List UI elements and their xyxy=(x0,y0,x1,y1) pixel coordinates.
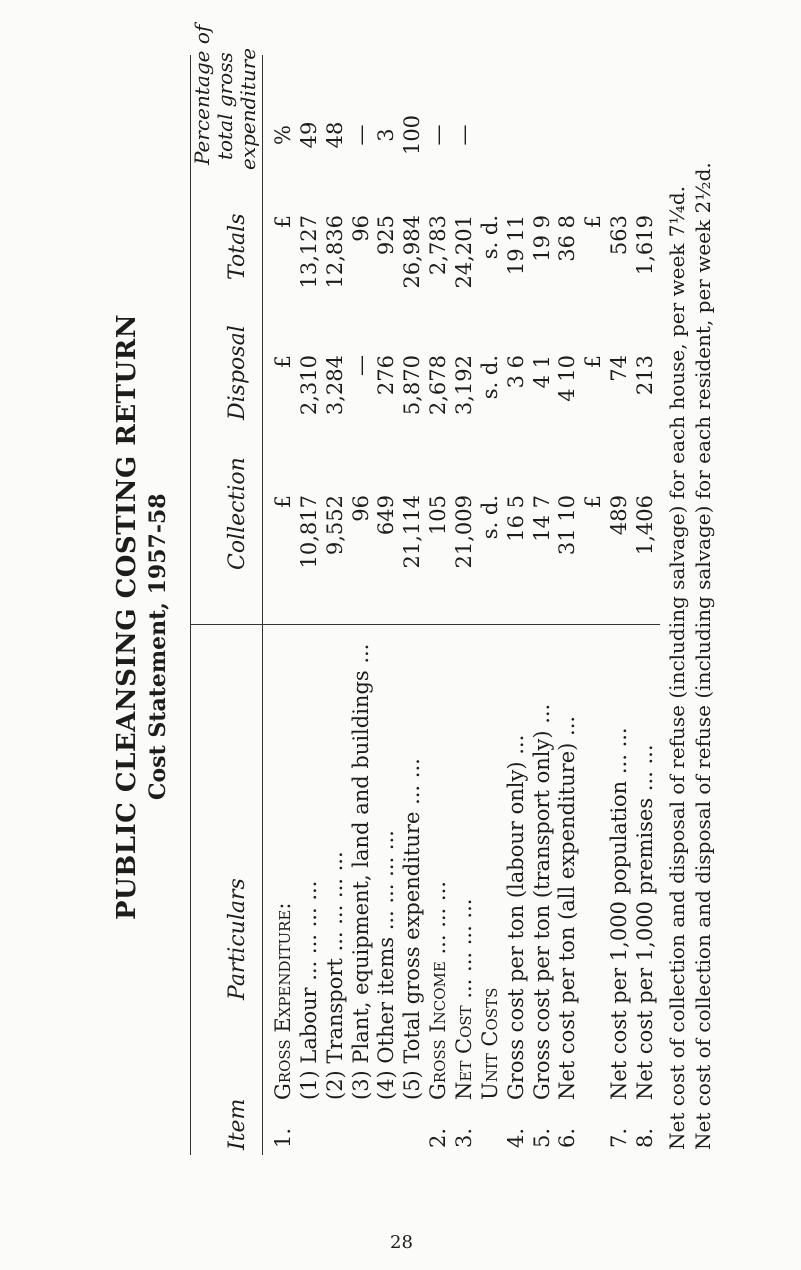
cell-totals: s. d. xyxy=(477,215,502,260)
footnote-resident: Net cost of collection and disposal of refuse (including salvage) for each resident, per week 2½d. xyxy=(691,162,715,1150)
header-collection: Collection xyxy=(225,457,250,570)
header-particulars: Particulars xyxy=(225,878,250,1000)
cell-collection: 31 10 xyxy=(555,495,580,556)
cell-collection: 16 5 xyxy=(503,495,528,542)
cell-totals: 1,619 xyxy=(633,215,657,276)
cell-percentage: 100 xyxy=(400,114,425,156)
cell-percentage: — xyxy=(348,124,373,146)
cell-disposal: 2,678 xyxy=(426,355,451,416)
cell-item: 5. xyxy=(529,1127,554,1148)
cell-label: Unit Costs xyxy=(477,987,502,1100)
header-item: Item xyxy=(225,1098,250,1150)
cell-totals: 19 11 xyxy=(503,215,528,276)
cell-disposal: 3,192 xyxy=(452,355,476,416)
cell-collection: 21,114 xyxy=(400,495,425,569)
cell-label: Gross cost per ton (labour only) ... xyxy=(503,734,528,1100)
cell-totals: 26,984 xyxy=(400,215,425,289)
cell-collection: 1,406 xyxy=(633,495,657,556)
cell-label: Gross Expenditure: xyxy=(271,902,295,1100)
cell-disposal: £ xyxy=(581,355,606,369)
cell-label: Net Cost ... ... ... ... xyxy=(452,898,476,1100)
cell-label: Gross Income ... ... ... xyxy=(426,881,451,1100)
cell-percentage: — xyxy=(452,124,476,146)
cell-collection: 489 xyxy=(607,495,632,536)
cell-disposal: £ xyxy=(271,355,295,369)
cell-disposal: 4 10 xyxy=(555,355,580,402)
cell-disposal: 3 6 xyxy=(503,355,528,389)
header-rule xyxy=(262,55,263,1155)
cell-totals: 563 xyxy=(607,215,632,256)
cell-totals: 13,127 xyxy=(296,215,321,289)
cell-totals: 19 9 xyxy=(529,215,554,262)
header-percentage-line1: Percentage of xyxy=(190,24,214,165)
cell-collection: 10,817 xyxy=(296,495,321,569)
cell-percentage: % xyxy=(271,125,295,145)
cell-label: (2) Transport ... ... ... ... xyxy=(322,851,347,1100)
cell-item: 4. xyxy=(503,1127,528,1148)
header-totals: Totals xyxy=(225,213,250,280)
cell-totals: 24,201 xyxy=(452,215,476,289)
cell-disposal: 2,310 xyxy=(296,355,321,416)
cell-item: 3. xyxy=(452,1127,476,1148)
header-percentage-line2: total gross xyxy=(213,52,237,160)
cell-percentage: — xyxy=(426,124,451,146)
document-subtitle: Cost Statement, 1957-58 xyxy=(145,493,171,800)
cell-collection: 649 xyxy=(374,495,399,536)
cell-totals: 36 8 xyxy=(555,215,580,262)
cell-collection: £ xyxy=(581,495,606,509)
page-number: 28 xyxy=(390,1232,413,1253)
cell-totals: 2,783 xyxy=(426,215,451,276)
footnote-house: Net cost of collection and disposal of refuse (including salvage) for each house, per week 7¼d. xyxy=(665,185,689,1150)
cell-percentage: 49 xyxy=(296,121,321,149)
cell-totals: 12,836 xyxy=(322,215,347,289)
cell-item: 1. xyxy=(271,1127,295,1148)
cell-item: 7. xyxy=(607,1127,632,1148)
cell-collection: 21,009 xyxy=(452,495,476,569)
cell-percentage: 48 xyxy=(322,121,347,149)
cell-item: 2. xyxy=(426,1127,451,1148)
header-percentage-line3: expenditure xyxy=(236,47,260,170)
cell-label: Net cost per 1,000 premises ... ... xyxy=(633,744,657,1100)
cell-disposal: 4 1 xyxy=(529,355,554,389)
document-title: PUBLIC CLEANSING COSTING RETURN xyxy=(112,313,142,920)
cell-percentage: 3 xyxy=(374,128,399,142)
cell-disposal: s. d. xyxy=(477,355,502,400)
cell-collection: 96 xyxy=(348,495,373,522)
cell-collection: 105 xyxy=(426,495,451,536)
table-top-rule xyxy=(190,55,191,1155)
cell-collection: 9,552 xyxy=(322,495,347,556)
cell-label: (3) Plant, equipment, land and buildings ... xyxy=(348,643,373,1100)
cell-collection: £ xyxy=(271,495,295,509)
cell-disposal: 3,284 xyxy=(322,355,347,416)
cell-collection: s. d. xyxy=(477,495,502,540)
cell-totals: £ xyxy=(581,215,606,229)
column-divider xyxy=(190,624,660,625)
cell-label: (5) Total gross expenditure ... ... xyxy=(400,758,425,1100)
cell-disposal: 5,870 xyxy=(400,355,425,416)
cell-label: Net cost per 1,000 population ... ... xyxy=(607,727,632,1100)
rotated-statement xyxy=(0,24,800,1180)
header-disposal: Disposal xyxy=(225,325,250,420)
cell-label: (4) Other items ... ... ... ... xyxy=(374,830,399,1100)
cell-item: 6. xyxy=(555,1127,580,1148)
cell-item: 8. xyxy=(633,1127,657,1148)
cell-disposal: 74 xyxy=(607,355,632,382)
cell-label: (1) Labour ... ... ... ... xyxy=(296,880,321,1100)
cell-collection: 14 7 xyxy=(529,495,554,542)
cell-label: Gross cost per ton (transport only) ... xyxy=(529,703,554,1100)
cell-totals: 96 xyxy=(348,215,373,242)
cell-disposal: — xyxy=(348,355,373,376)
cell-disposal: 213 xyxy=(633,355,657,396)
cell-label: Net cost per ton (all expenditure) ... xyxy=(555,715,580,1100)
cell-disposal: 276 xyxy=(374,355,399,396)
cell-totals: £ xyxy=(271,215,295,229)
cell-totals: 925 xyxy=(374,215,399,256)
